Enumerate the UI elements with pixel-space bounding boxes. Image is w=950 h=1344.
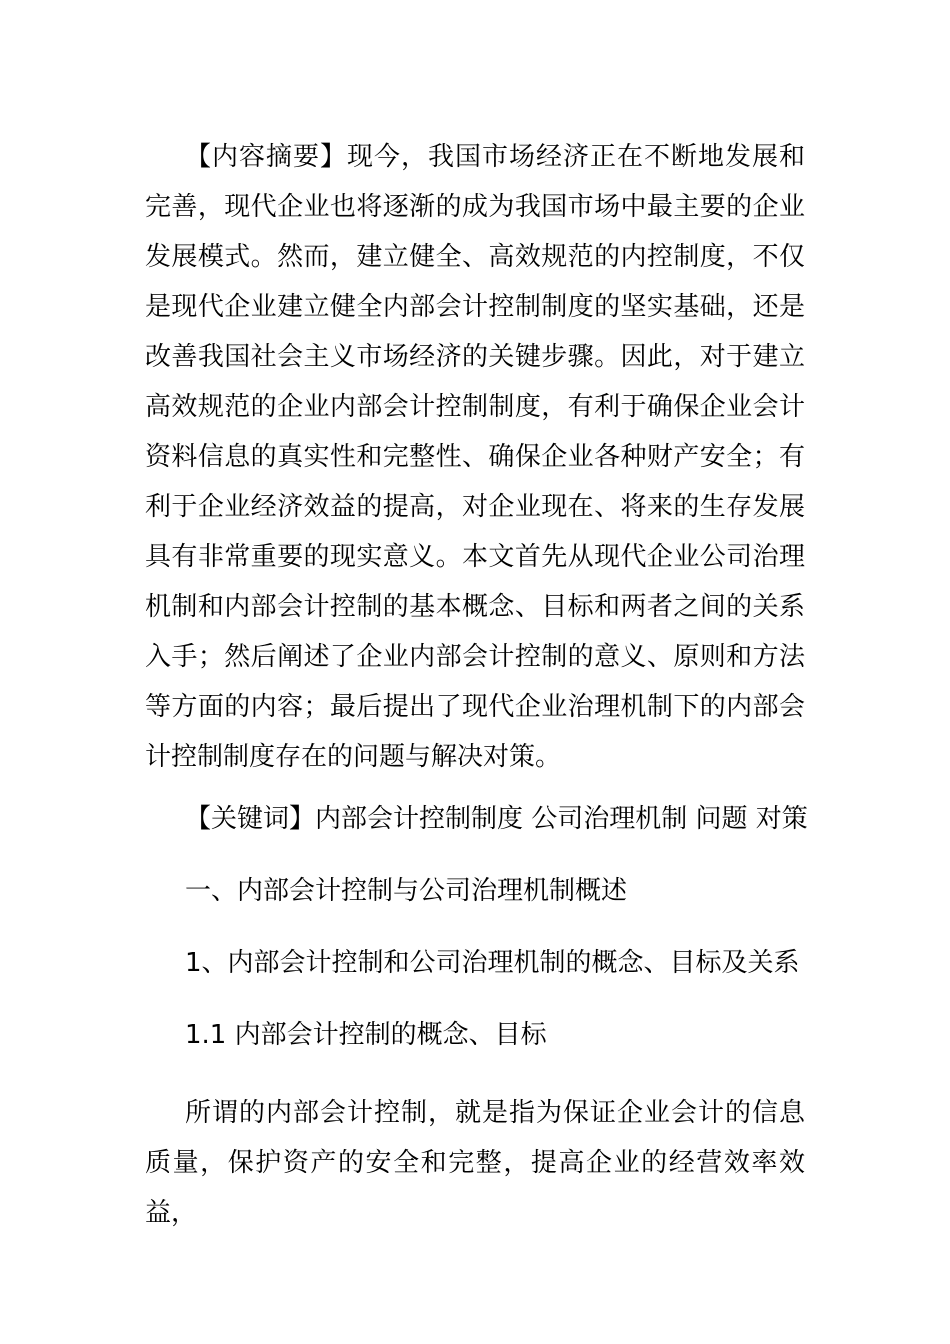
subsection-heading-1-1: 1、内部会计控制和公司治理机制的概念、目标及关系 (185, 948, 800, 978)
keywords-line: 【关键词】内部会计控制制度 公司治理机制 问题 对策 (185, 804, 808, 834)
body-paragraph: 所谓的内部会计控制，就是指为保证企业会计的信息质量，保护资产的安全和完整，提高企业的经营效率效益， (145, 1098, 805, 1228)
section-heading-1: 一、内部会计控制与公司治理机制概述 (185, 876, 628, 906)
abstract-paragraph: 【内容摘要】现今，我国市场经济正在不断地发展和完善，现代企业也将逐渐的成为我国市场中最主要的企业发展模式。然而，建立健全、高效规范的内控制度，不仅是现代企业建立健全内部会计控制制度的坚实基础，还是改善我国社会主义市场经济的关键步骤。因此，对于建立高效规范的企业内部会计控制制度，有利于确保企业会计资料信息的真实性和完整性、确保企业各种财产安全；有利于企业经济效益的提高，对企业现在、将来的生存发展具有非常重要的现实意义。本文首先从现代企业公司治理机制和内部会计控制的基本概念、目标和两者之间的关系入手；然后阐述了企业内部会计控制的意义、原则和方法等方面的内容；最后提出了现代企业治理机制下的内部会计控制制度存在的问题与解决对策。 (145, 142, 805, 772)
subsubsection-heading-1-1-1: 1.1 内部会计控制的概念、目标 (185, 1020, 547, 1050)
